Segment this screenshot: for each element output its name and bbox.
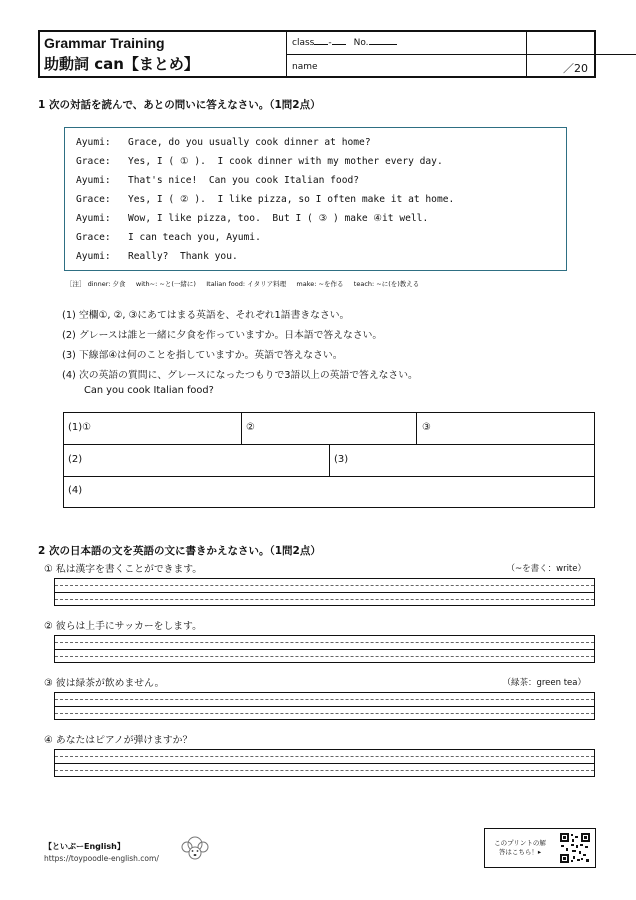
score-divider bbox=[527, 54, 636, 55]
title-jp: 助動詞 can【まとめ】 bbox=[44, 55, 199, 73]
translate-hint-1: （~を書く：write） bbox=[506, 564, 586, 574]
translate-item-1: ① 私は漢字を書くことができます。 bbox=[44, 564, 203, 575]
score-total: ／20 bbox=[563, 62, 588, 75]
answer-cell-3[interactable]: (3) bbox=[334, 454, 349, 465]
answer-link-box[interactable] bbox=[484, 828, 596, 868]
brand-name: 【といぷーEnglish】 bbox=[44, 842, 125, 851]
brand-url[interactable]: https://toypoodle-english.com/ bbox=[44, 854, 159, 863]
translate-item-3: ③ 彼は緑茶が飲めません。 bbox=[44, 678, 165, 689]
answer-cell-1-3[interactable]: ③ bbox=[422, 422, 431, 433]
answer-row-divider bbox=[64, 476, 594, 477]
writing-box-2[interactable] bbox=[54, 635, 595, 663]
answer-col-divider bbox=[241, 413, 242, 444]
class-field[interactable] bbox=[292, 38, 397, 48]
dialogue-line: Grace: I can teach you, Ayumi. bbox=[76, 232, 261, 243]
writing-box-1[interactable] bbox=[54, 578, 595, 606]
title-en: Grammar Training bbox=[44, 35, 165, 51]
translate-item-2: ② 彼らは上手にサッカーをします。 bbox=[44, 621, 202, 632]
answer-cell-1-1[interactable]: (1)① bbox=[68, 422, 92, 433]
writing-box-4[interactable] bbox=[54, 749, 595, 777]
poodle-icon bbox=[178, 833, 212, 863]
dialogue-box bbox=[64, 127, 567, 271]
name-label: name bbox=[292, 62, 318, 72]
writing-box-3[interactable] bbox=[54, 692, 595, 720]
dialogue-line: Grace: Yes, I ( ① ). I cook dinner with my mother every day. bbox=[76, 156, 443, 167]
question-1: (1) 空欄①, ②, ③にあてはまる英語を、それぞれ1語書きなさい。 bbox=[62, 310, 350, 321]
answer-col-divider bbox=[329, 444, 330, 476]
dialogue-line: Ayumi: That's nice! Can you cook Italian food? bbox=[76, 175, 360, 186]
answer-col-divider bbox=[416, 413, 417, 444]
answer-cell-1-2[interactable]: ② bbox=[246, 422, 255, 433]
question-2: (2) グレースは誰と一緒に夕食を作っていますか。日本語で答えなさい。 bbox=[62, 330, 383, 341]
answer-cell-4[interactable]: (4) bbox=[68, 485, 83, 496]
title-cell bbox=[40, 32, 287, 76]
no-label: No. bbox=[353, 38, 369, 48]
vocab-note: ［注］ dinner: 夕食 with~: ~と(一緒に) Italian food: イタリア料理 make: ~を作る teach: ~に(を)教える bbox=[66, 280, 420, 288]
class-separator: - bbox=[328, 38, 332, 48]
answer-link-text: このプリントの解答はこちら！▸ bbox=[494, 839, 546, 856]
dialogue-line: Ayumi: Wow, I like pizza, too. But I ( ③ ) make ④it well. bbox=[76, 213, 429, 224]
student-info-cell bbox=[287, 32, 527, 76]
question-4: (4) 次の英語の質問に、グレースになったつもりで3語以上の英語で答えなさい。 bbox=[62, 370, 418, 381]
dialogue-line: Ayumi: Grace, do you usually cook dinner at home? bbox=[76, 137, 371, 148]
info-divider bbox=[287, 54, 527, 55]
translate-hint-3: （緑茶：green tea） bbox=[502, 678, 586, 688]
answer-table bbox=[63, 412, 595, 508]
dialogue-line: Ayumi: Really? Thank you. bbox=[76, 251, 238, 262]
section1-heading: 1 次の対話を読んで、あとの問いに答えなさい。（1問2点） bbox=[38, 99, 321, 111]
score-cell bbox=[527, 32, 594, 76]
question-3: (3) 下線部④は何のことを指していますか。英語で答えなさい。 bbox=[62, 350, 343, 361]
answer-cell-2[interactable]: (2) bbox=[68, 454, 83, 465]
header-box bbox=[38, 30, 596, 78]
question-4-prompt: Can you cook Italian food? bbox=[84, 385, 214, 396]
translate-item-4: ④ あなたはピアノが弾けますか？ bbox=[44, 735, 193, 746]
class-label: class bbox=[292, 38, 315, 48]
qr-code-icon[interactable] bbox=[559, 832, 591, 864]
section2-heading: 2 次の日本語の文を英語の文に書きかえなさい。（1問2点） bbox=[38, 545, 321, 557]
dialogue-line: Grace: Yes, I ( ② ). I like pizza, so I often make it at home. bbox=[76, 194, 455, 205]
